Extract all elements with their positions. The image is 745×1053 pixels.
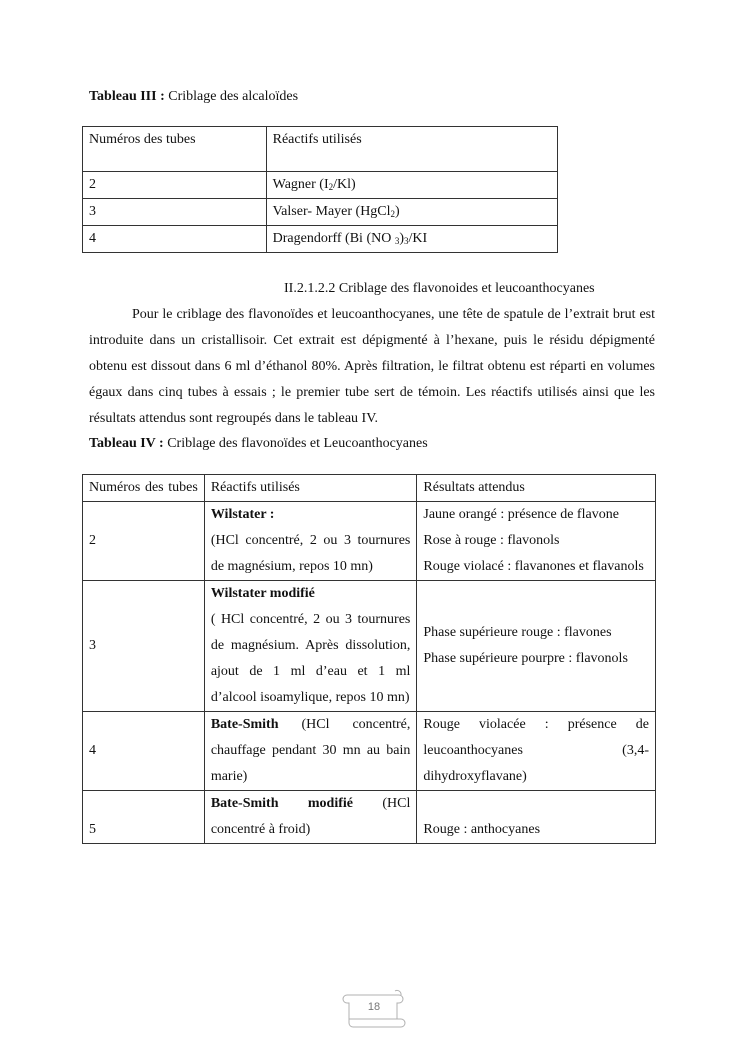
table-row	[83, 172, 558, 199]
table4-cell-results	[417, 581, 656, 712]
table3-caption	[89, 89, 298, 105]
table4-header-tube: Numéros des tubes	[83, 475, 205, 502]
reagent-desc: (HCl concentré à froid)	[210, 796, 411, 837]
table4-cell-reagent	[204, 502, 417, 581]
table4-cell-reagent	[204, 712, 417, 791]
table4-cell-tube: 3	[83, 581, 205, 712]
table3-caption-bold: Tableau III :	[89, 89, 165, 104]
reagent-desc: (HCl concentré, chauffage pendant 30 mn au bain marie)	[210, 717, 411, 784]
table4-cell-results	[417, 502, 656, 581]
result-line: Rouge violacée : présence de leucoanthocyanes (3,4-dihydroxyflavane)	[423, 717, 649, 784]
table4-cell-tube: 2	[83, 502, 205, 581]
reagent-name: Bate-Smith	[210, 717, 279, 732]
table3-cell-tube: 2	[83, 172, 267, 199]
table3-cell-reagent: Dragendorff (Bi (NO $_3)_3/KI$	[266, 226, 557, 253]
table-row	[83, 199, 558, 226]
table4-cell-tube: 4	[83, 712, 205, 791]
table3-cell-reagent: Valser- Mayer (HgCl$_2$)	[266, 199, 557, 226]
reagent-desc: (HCl concentré, 2 ou 3 tournures de magnésium, repos 10 mn)	[210, 533, 411, 574]
table-row	[83, 226, 558, 253]
table-row	[83, 791, 656, 844]
result-line: Rouge : anthocyanes	[423, 822, 541, 837]
table4-header-reagent: Réactifs utilisés	[204, 475, 417, 502]
table3-header-reagent: Réactifs utilisés	[266, 127, 557, 172]
table4-caption-text: Criblage des flavonoïdes et Leucoanthocyanes	[163, 436, 428, 451]
table4-caption	[89, 436, 428, 452]
table4-cell-results	[417, 791, 656, 844]
result-line: Phase supérieure pourpre : flavonols	[423, 651, 628, 666]
table4-cell-reagent	[204, 791, 417, 844]
table3-caption-text: Criblage des alcaloïdes	[164, 89, 299, 104]
result-line: Rouge violacé : flavanones et flavanols	[423, 559, 644, 574]
reagent-name: Bate-Smith modifié	[210, 796, 353, 811]
table4-cell-results	[417, 712, 656, 791]
table-row	[83, 581, 656, 712]
table3-header-tube: Numéros des tubes	[83, 127, 267, 172]
result-line: Rose à rouge : flavonols	[423, 533, 560, 548]
section-paragraph	[89, 302, 655, 432]
table4	[82, 474, 656, 844]
table-row	[83, 127, 558, 172]
reagent-name: Wilstater :	[210, 507, 275, 522]
table-row	[83, 502, 656, 581]
table4-header-results: Résultats attendus	[417, 475, 656, 502]
table-row	[83, 712, 656, 791]
table4-cell-tube: 5	[83, 791, 205, 844]
reagent-name: Wilstater modifié	[210, 586, 315, 601]
page-number-scroll	[339, 985, 409, 1031]
table4-cell-reagent	[204, 581, 417, 712]
table-row	[83, 475, 656, 502]
page-number: 18	[367, 1001, 381, 1013]
table3-cell-tube: 3	[83, 199, 267, 226]
paragraph-text: Pour le criblage des flavonoïdes et leucoanthocyanes, une tête de spatule de l’extrait brut est introduite dans un cristallisoir. Cet extrait est dépigmenté à l’hexane, puis le résidu dépigmenté obtenu est dissout dans 6 ml d’éthanol 80%. Après filtration, le filtrat obtenu est réparti en volumes égaux dans cinq tubes à essais ; le premier tube sert de témoin. Les réactifs utilisés ainsi que les résultats attendus sont regroupés dans le tableau IV.	[89, 307, 655, 426]
table4-caption-bold: Tableau IV :	[89, 436, 164, 451]
section-heading: II.2.1.2.2 Criblage des flavonoides et leucoanthocyanes	[284, 281, 595, 296]
result-line: Jaune orangé : présence de flavone	[423, 507, 619, 522]
table3	[82, 126, 558, 253]
table3-cell-reagent: Wagner $(I_2/Kl)$	[266, 172, 557, 199]
reagent-desc: ( HCl concentré, 2 ou 3 tournures de magnésium. Après dissolution, ajout de 1 ml d’eau et 1 ml d’alcool isoamylique, repos 10 mn)	[210, 612, 411, 705]
table3-cell-tube: 4	[83, 226, 267, 253]
result-line: Phase supérieure rouge : flavones	[423, 625, 612, 640]
